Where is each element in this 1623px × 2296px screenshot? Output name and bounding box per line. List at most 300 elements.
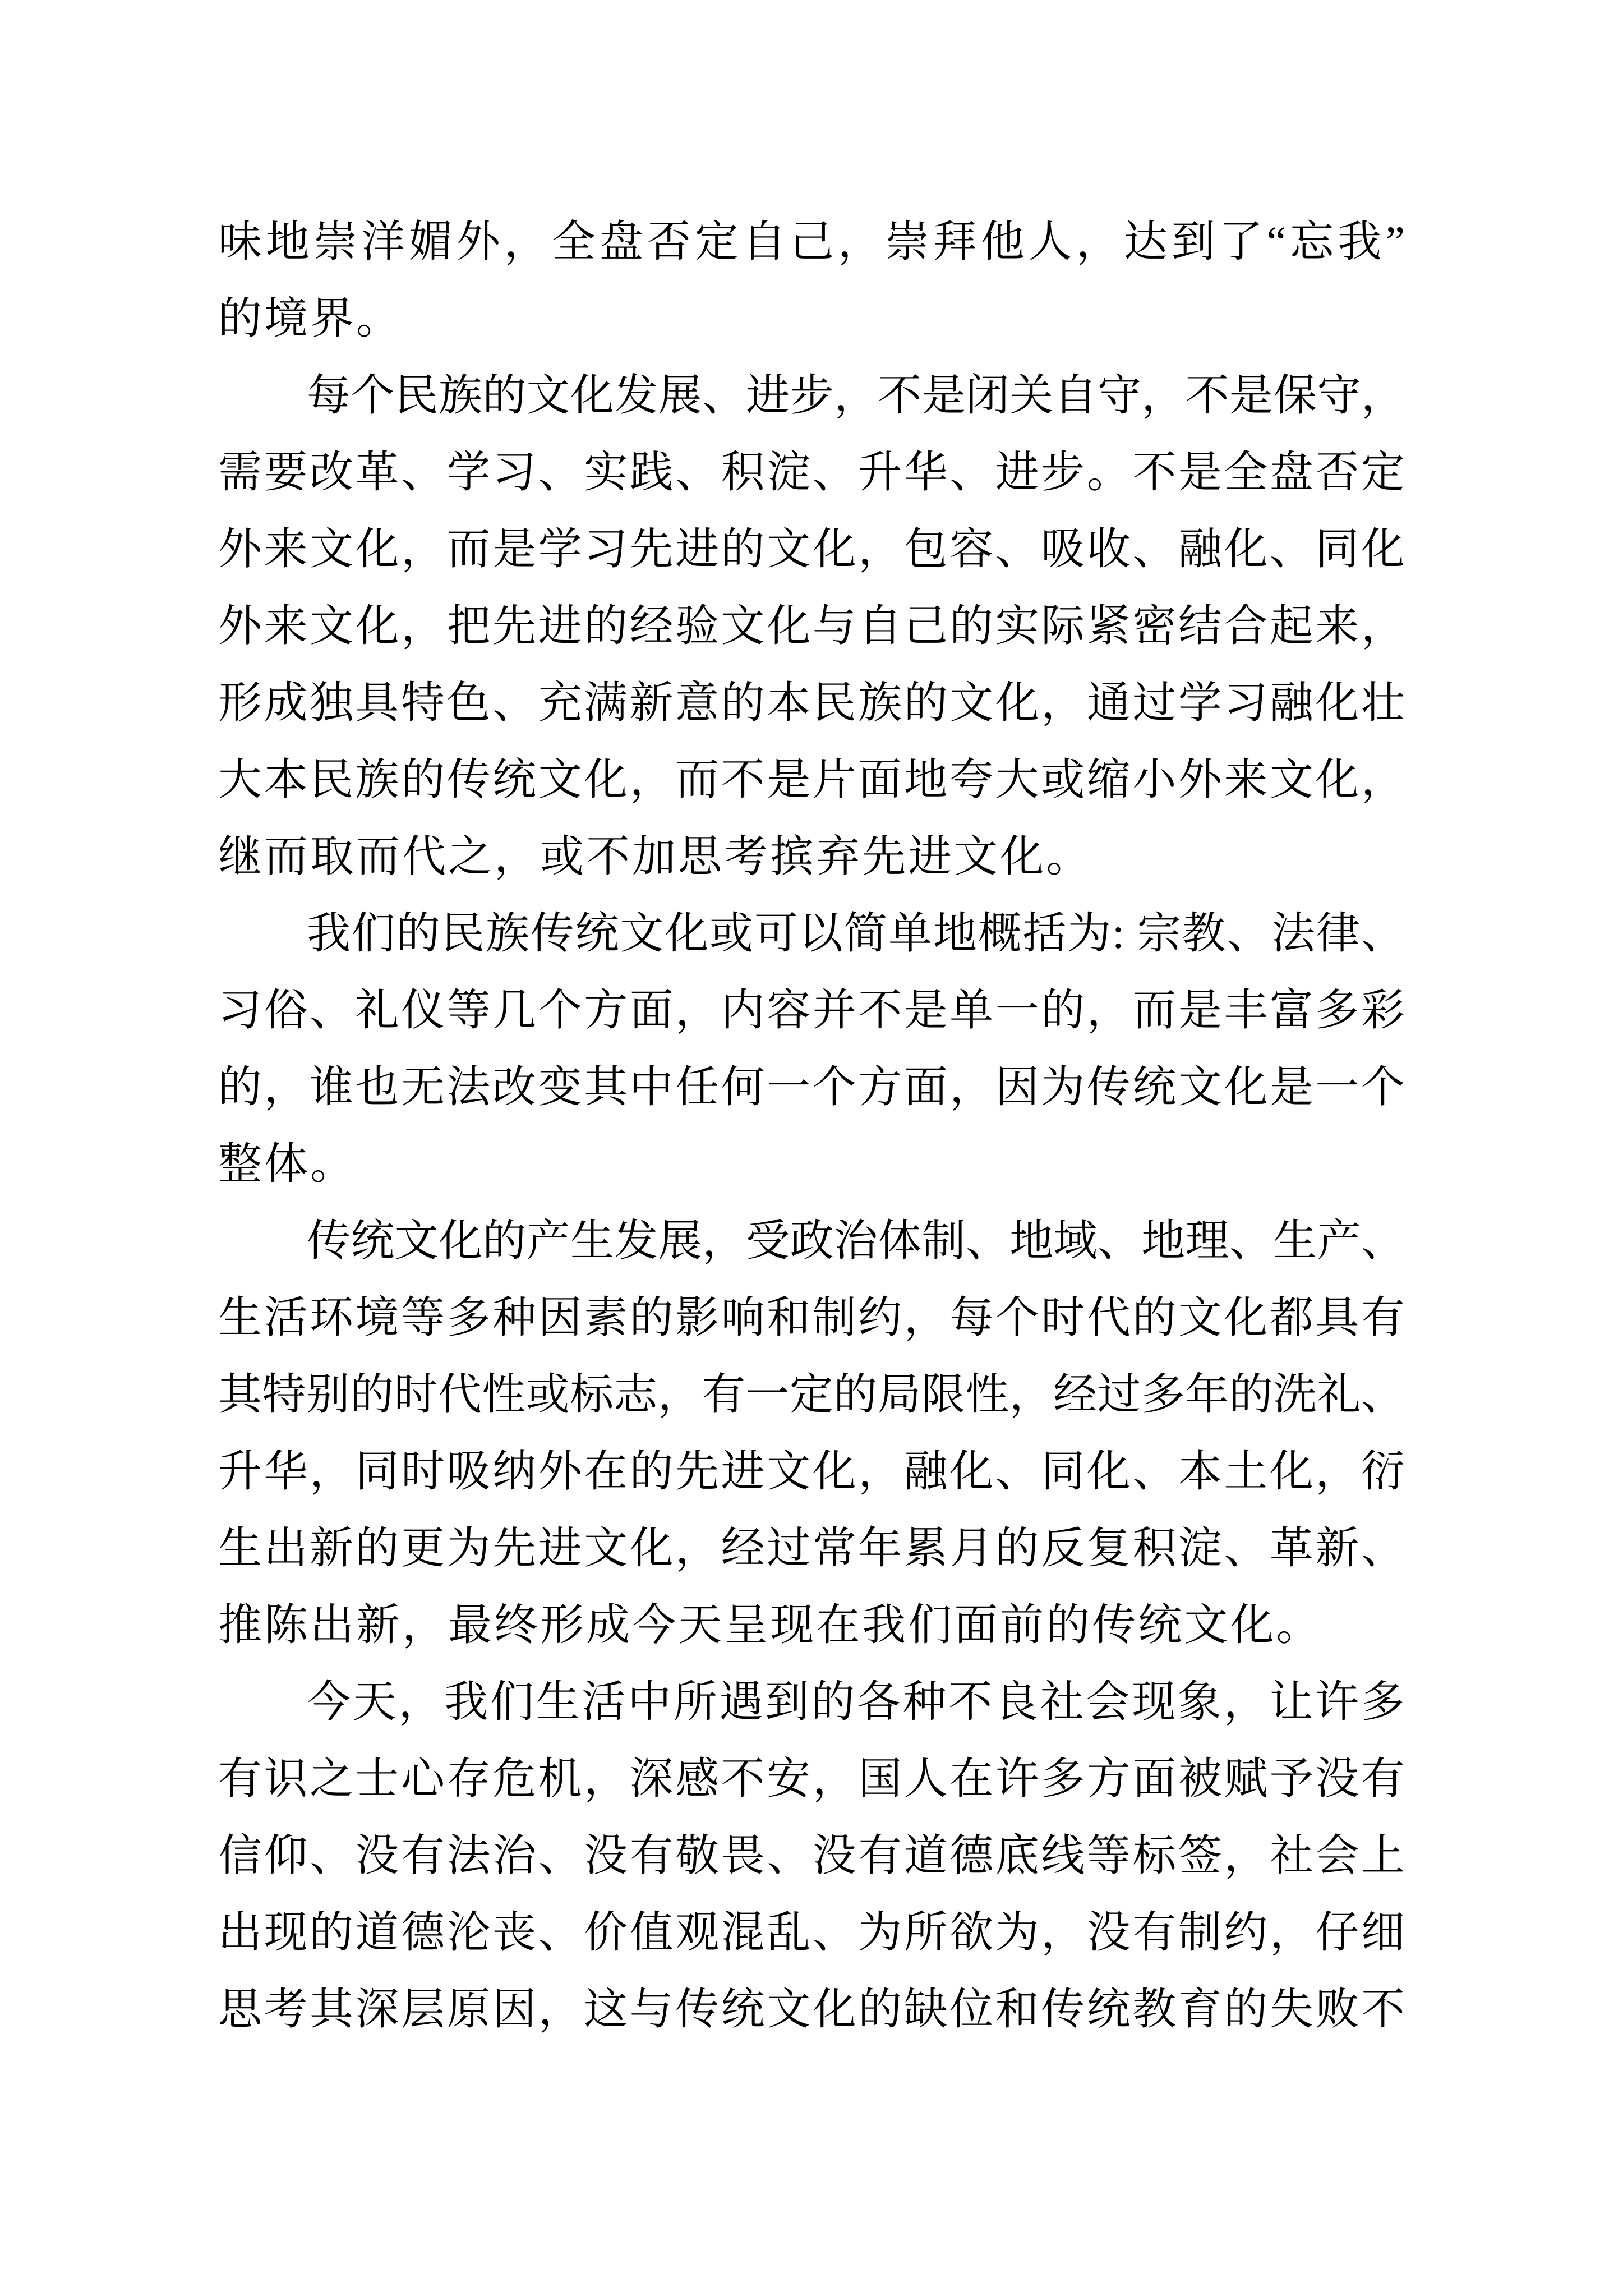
character: 位 — [949, 1985, 994, 2033]
character: 和 — [995, 1985, 1039, 2033]
character: 中 — [628, 1677, 672, 1726]
character: 统 — [351, 1216, 395, 1265]
character: 展 — [658, 1216, 702, 1265]
character: 、 — [1361, 1370, 1405, 1419]
character: 价 — [584, 1908, 628, 1957]
character: ， — [858, 524, 902, 573]
character: ， — [675, 1524, 720, 1572]
character: 过 — [1097, 1370, 1141, 1419]
character: 的 — [858, 1985, 902, 2033]
text-line-p4-l1 — [218, 1202, 1405, 1279]
character: 没 — [1086, 1908, 1131, 1957]
character: 展 — [658, 371, 702, 420]
character: 标 — [1132, 1831, 1177, 1880]
character: 的 — [355, 1524, 399, 1572]
character — [1126, 895, 1137, 972]
character: 。 — [1086, 448, 1131, 496]
character: ， — [401, 601, 445, 650]
character: 缺 — [903, 1985, 948, 2033]
character: 起 — [1269, 601, 1313, 650]
character: 定 — [789, 1370, 833, 1419]
character: 特 — [401, 678, 445, 727]
character: 出 — [310, 1600, 354, 1649]
character: 进 — [675, 524, 720, 573]
character: 进 — [538, 601, 582, 650]
character: 有 — [858, 1831, 902, 1880]
character: 小 — [1132, 755, 1177, 804]
character: 生 — [570, 1216, 614, 1265]
character: 化 — [584, 755, 628, 804]
character: 体 — [264, 1139, 308, 1188]
character: 具 — [1315, 1293, 1359, 1342]
character: 族 — [355, 755, 399, 804]
character: 化 — [1315, 755, 1359, 804]
character: 化 — [1224, 1062, 1268, 1111]
character: 时 — [1041, 1293, 1085, 1342]
character: 单 — [888, 909, 933, 958]
character: 一 — [767, 1062, 811, 1111]
character: 道 — [355, 1908, 399, 1957]
character: 混 — [721, 1908, 765, 1957]
character: 化 — [355, 601, 399, 650]
character: 色 — [446, 678, 491, 727]
character: 化 — [665, 909, 709, 958]
character: 、 — [1361, 1216, 1405, 1265]
character: 时 — [394, 1370, 438, 1419]
character: 值 — [629, 1908, 674, 1957]
character: 或 — [540, 832, 584, 881]
character: 的 — [482, 371, 527, 420]
character: 、 — [995, 524, 1039, 573]
character: 步 — [790, 371, 834, 420]
text-line-p5-l5 — [218, 1971, 1405, 2047]
character: 先 — [492, 1524, 537, 1572]
character: ， — [398, 1677, 442, 1726]
character: 己 — [790, 217, 834, 266]
character: 成 — [586, 1600, 630, 1649]
character: 而 — [446, 524, 491, 573]
character: 盘 — [599, 217, 643, 266]
text-line-p3-l3 — [218, 1048, 1405, 1125]
character: 前 — [1000, 1600, 1044, 1649]
character: 深 — [629, 1754, 674, 1803]
character: 不 — [586, 832, 630, 881]
character: 盘 — [1269, 448, 1313, 496]
text-line-p4-l2 — [218, 1279, 1405, 1356]
character: 我 — [1338, 217, 1382, 266]
character: 机 — [538, 1754, 582, 1803]
character: 实 — [584, 448, 628, 496]
character: 同 — [355, 1447, 399, 1496]
character: 实 — [995, 601, 1039, 650]
character: 现 — [770, 1600, 814, 1649]
character: 的 — [482, 1216, 527, 1265]
character: 过 — [1132, 678, 1177, 727]
character: 崇 — [885, 217, 929, 266]
character: 理 — [1185, 1216, 1229, 1265]
character: 个 — [538, 986, 582, 1034]
character: 遇 — [719, 1677, 763, 1726]
character: ， — [584, 1754, 628, 1803]
character: 紧 — [1086, 601, 1131, 650]
text-line-p4-l6 — [218, 1586, 1405, 1663]
character: 彩 — [1361, 986, 1405, 1034]
character: 多 — [1315, 986, 1359, 1034]
character: 化 — [1230, 1600, 1274, 1649]
character: 括 — [1022, 909, 1067, 958]
character: 可 — [754, 909, 798, 958]
character: 我 — [307, 909, 351, 958]
character: 们 — [490, 1677, 534, 1726]
character: 化 — [1361, 524, 1405, 573]
character: 有 — [401, 1831, 445, 1880]
character: 、 — [949, 448, 994, 496]
character: 一 — [1315, 1062, 1359, 1111]
character: 现 — [264, 1908, 308, 1957]
character: 进 — [908, 832, 952, 881]
character: 方 — [858, 1062, 902, 1111]
character: 法 — [446, 1831, 491, 1880]
text-line-p3-l4 — [218, 1125, 1405, 1202]
character: 其 — [218, 1370, 262, 1419]
character: 之 — [310, 1754, 354, 1803]
character: 洋 — [361, 217, 405, 266]
character: 道 — [903, 1831, 948, 1880]
character: 合 — [1224, 601, 1268, 650]
character: 、 — [675, 448, 720, 496]
character: : — [1112, 909, 1124, 958]
character: 特 — [262, 1370, 306, 1419]
character: 变 — [538, 1062, 582, 1111]
character: 细 — [1361, 1908, 1405, 1957]
character: 先 — [675, 1447, 720, 1496]
character: 化 — [1086, 1447, 1131, 1496]
character: 结 — [1178, 601, 1222, 650]
character: 单 — [949, 986, 994, 1034]
character: 会 — [1315, 1831, 1359, 1880]
character: 约 — [858, 1293, 902, 1342]
character: 外 — [456, 217, 500, 266]
character: 进 — [746, 371, 790, 420]
character: 验 — [675, 601, 720, 650]
character: 改 — [492, 1062, 537, 1111]
character: 融 — [1178, 524, 1222, 573]
character: 考 — [724, 832, 768, 881]
character: 个 — [812, 1062, 856, 1111]
character: 融 — [903, 1447, 948, 1496]
character: 今 — [307, 1677, 351, 1726]
character: 否 — [1315, 448, 1359, 496]
character: 礼 — [1317, 1370, 1361, 1419]
character: 淀 — [1178, 1524, 1222, 1572]
character: 都 — [1269, 1293, 1313, 1342]
character: 俗 — [264, 986, 308, 1034]
character: 把 — [446, 601, 491, 650]
character: 推 — [218, 1600, 262, 1649]
character: 、 — [995, 1447, 1039, 1496]
character: 生 — [218, 1524, 262, 1572]
character: 。 — [356, 294, 400, 343]
character: 统 — [1086, 1985, 1131, 2033]
character: 制 — [812, 1293, 856, 1342]
character: ， — [833, 371, 878, 420]
character: 文 — [538, 755, 582, 804]
character: 化 — [1224, 1293, 1268, 1342]
character: 守 — [1097, 371, 1141, 420]
character: 多 — [1141, 1370, 1185, 1419]
character: 政 — [790, 1216, 834, 1265]
character: 出 — [218, 1908, 262, 1957]
character: 积 — [721, 448, 765, 496]
character: 拜 — [933, 217, 977, 266]
character: 标 — [570, 1370, 614, 1419]
character: 文 — [767, 524, 811, 573]
character: 密 — [1132, 601, 1177, 650]
character: 具 — [355, 678, 399, 727]
character: 味 — [218, 217, 262, 266]
character: 面 — [629, 986, 674, 1034]
character: 天 — [678, 1600, 722, 1649]
character: 学 — [446, 448, 491, 496]
character: 文 — [526, 371, 570, 420]
character: 与 — [629, 1985, 674, 2033]
character: 文 — [394, 1216, 439, 1265]
character: 的 — [1224, 1985, 1268, 2033]
character: 志 — [614, 1370, 658, 1419]
character: 来 — [264, 524, 308, 573]
character: ， — [657, 1370, 702, 1419]
character: 签 — [1178, 1831, 1222, 1880]
character: ， — [1361, 601, 1405, 650]
character: ， — [629, 755, 674, 804]
character: 是 — [903, 986, 948, 1034]
character: 洗 — [1273, 1370, 1317, 1419]
text-line-p4-l5 — [218, 1510, 1405, 1586]
character: 天 — [352, 1677, 396, 1726]
character: 法 — [1271, 909, 1316, 958]
character: 不 — [1361, 1985, 1405, 2033]
character: 并 — [812, 986, 856, 1034]
character: 革 — [355, 448, 399, 496]
character: 年 — [858, 1524, 902, 1572]
character: 本 — [264, 755, 308, 804]
character: 的 — [1046, 1600, 1090, 1649]
character: 畏 — [721, 1831, 765, 1880]
character: 、 — [965, 1216, 1009, 1265]
character: 宗 — [1137, 909, 1181, 958]
character: 沦 — [446, 1908, 491, 1957]
character: 容 — [767, 986, 811, 1034]
character: 仰 — [264, 1831, 308, 1880]
text-line-p1-l1 — [218, 203, 1405, 280]
character: 许 — [995, 1754, 1039, 1803]
character: 己 — [903, 601, 948, 650]
character: 族 — [858, 678, 902, 727]
character: 、 — [310, 1831, 354, 1880]
character: 我 — [444, 1677, 488, 1726]
character: 德 — [949, 1831, 994, 1880]
character: 月 — [949, 1524, 994, 1572]
character: 安 — [767, 1754, 811, 1803]
character: 外 — [1178, 755, 1222, 804]
character: ， — [494, 832, 538, 881]
character: 个 — [995, 1293, 1039, 1342]
character: 步 — [1041, 448, 1085, 496]
character: 出 — [264, 1524, 308, 1572]
character: 等 — [1086, 1831, 1131, 1880]
character: 会 — [1086, 1677, 1130, 1726]
character: “ — [1266, 217, 1287, 266]
character: 治 — [492, 1831, 537, 1880]
character: 继 — [218, 832, 262, 881]
character: 所 — [903, 1908, 948, 1957]
text-line-p2-l5 — [218, 664, 1405, 741]
character: 外 — [218, 601, 262, 650]
character: 际 — [1041, 601, 1085, 650]
character: 是 — [1269, 1062, 1313, 1111]
character: 习 — [218, 986, 262, 1034]
character: 、 — [812, 1908, 856, 1957]
text-line-p2-l2 — [218, 434, 1405, 510]
character: 统 — [1138, 1600, 1182, 1649]
character: 地 — [265, 217, 310, 266]
character: 充 — [538, 678, 582, 727]
character: 统 — [492, 755, 537, 804]
character: 成 — [264, 678, 308, 727]
character: 化 — [995, 678, 1039, 727]
character: 片 — [812, 755, 856, 804]
character: 壮 — [1361, 678, 1405, 727]
character: 限 — [921, 1370, 966, 1419]
character: 本 — [767, 678, 811, 727]
character: 的 — [584, 601, 628, 650]
character: 产 — [526, 1216, 570, 1265]
character: 统 — [721, 1985, 765, 2033]
character: 摈 — [770, 832, 814, 881]
character: 融 — [1269, 678, 1313, 727]
character: 淀 — [767, 448, 811, 496]
character: 有 — [1361, 1754, 1405, 1803]
character: 没 — [355, 1831, 399, 1880]
character: 别 — [306, 1370, 350, 1419]
character: 或 — [709, 909, 754, 958]
character: 学 — [538, 524, 582, 573]
character: 践 — [629, 448, 674, 496]
character: 吸 — [446, 1447, 491, 1496]
character: 的 — [218, 1062, 262, 1111]
character: 概 — [978, 909, 1022, 958]
character: 经 — [629, 601, 674, 650]
character: 升 — [858, 448, 902, 496]
character: ， — [837, 217, 882, 266]
character: 新 — [1315, 1524, 1359, 1572]
character: 象 — [1177, 1677, 1221, 1726]
character: 谁 — [310, 1062, 354, 1111]
character: 不 — [721, 755, 765, 804]
character: 化 — [1000, 832, 1044, 881]
text-line-p5-l1 — [218, 1663, 1405, 1740]
character: 与 — [812, 601, 856, 650]
character: 、 — [767, 1831, 811, 1880]
character: 闭 — [965, 371, 1009, 420]
character: 的 — [721, 678, 765, 727]
character: 感 — [675, 1754, 720, 1803]
character: 要 — [264, 448, 308, 496]
character: 更 — [401, 1524, 445, 1572]
character: 文 — [1178, 1293, 1222, 1342]
text-line-p2-l7 — [218, 818, 1405, 895]
character: 自 — [742, 217, 786, 266]
character: 有 — [1132, 1908, 1177, 1957]
character: 文 — [310, 601, 354, 650]
character: 现 — [1132, 1677, 1176, 1726]
character: 礼 — [355, 986, 399, 1034]
character: 化 — [949, 1447, 994, 1496]
character: 和 — [767, 1293, 811, 1342]
character: 化 — [812, 1447, 856, 1496]
character: ， — [1076, 217, 1120, 266]
character: 为 — [1041, 1062, 1085, 1111]
character: 种 — [902, 1677, 947, 1726]
character: ， — [264, 1062, 308, 1111]
character: 是 — [767, 755, 811, 804]
character: ， — [1223, 1677, 1267, 1726]
character: 士 — [355, 1754, 399, 1803]
character: 民 — [394, 371, 439, 420]
character: 在 — [584, 1447, 628, 1496]
character: 而 — [356, 832, 400, 881]
character: 有 — [702, 1370, 746, 1419]
character: ， — [858, 1447, 902, 1496]
character: 所 — [673, 1677, 717, 1726]
character: 改 — [310, 448, 354, 496]
character: 常 — [812, 1524, 856, 1572]
character: 层 — [401, 1985, 445, 2033]
character: 文 — [1184, 1600, 1228, 1649]
text-line-p5-l3 — [218, 1817, 1405, 1894]
character: 关 — [1009, 371, 1054, 420]
character: 人 — [903, 1754, 948, 1803]
character: 中 — [629, 1062, 674, 1111]
character: ， — [675, 986, 720, 1034]
character: 的 — [1229, 1370, 1273, 1419]
character: 性 — [965, 1370, 1009, 1419]
character: 约 — [1224, 1908, 1268, 1957]
character: 整 — [218, 1139, 262, 1188]
character: 每 — [949, 1293, 994, 1342]
character: 是 — [921, 371, 966, 420]
character: 多 — [1361, 1677, 1405, 1726]
character: 考 — [264, 1985, 308, 2033]
character: 为 — [1067, 909, 1112, 958]
character: 每 — [307, 371, 351, 420]
character: 、 — [1224, 1524, 1268, 1572]
character: 文 — [721, 601, 765, 650]
character: 的 — [995, 1524, 1039, 1572]
character: 了 — [1219, 217, 1263, 266]
character: 革 — [1269, 1524, 1313, 1572]
character: 简 — [843, 909, 888, 958]
character: 识 — [264, 1754, 308, 1803]
character: 的 — [629, 1447, 674, 1496]
character: 新 — [356, 1600, 400, 1649]
character: 良 — [994, 1677, 1039, 1726]
character: 制 — [921, 1216, 966, 1265]
character: 化 — [570, 371, 614, 420]
character: ， — [1009, 1370, 1053, 1419]
character: 夸 — [949, 755, 994, 804]
character: 呈 — [724, 1600, 768, 1649]
